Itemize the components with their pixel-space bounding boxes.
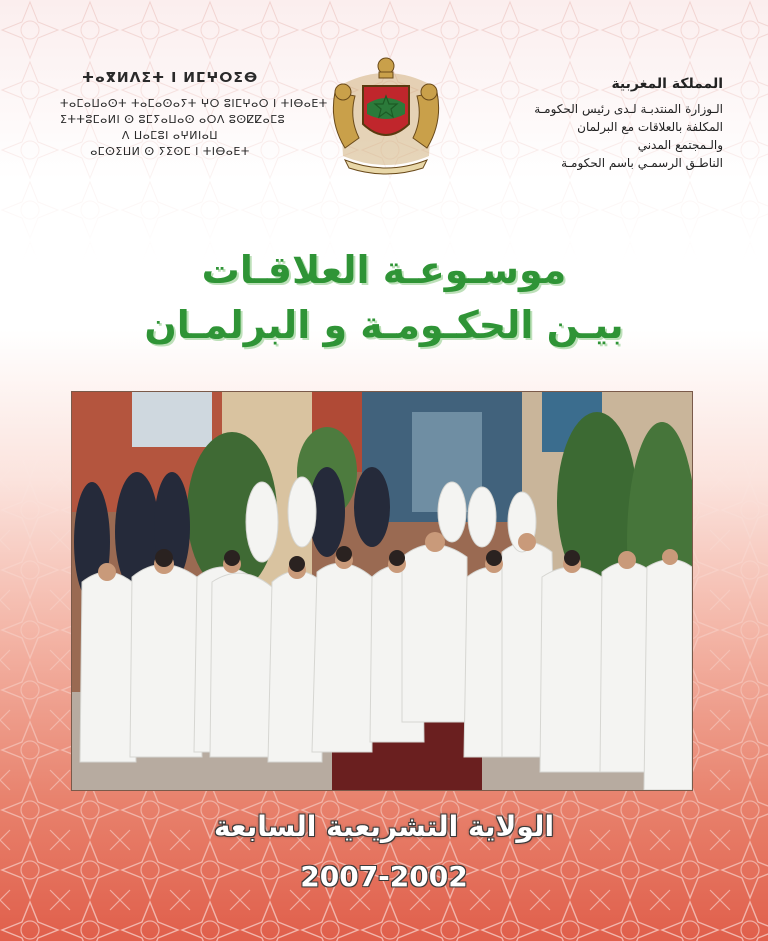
tifinagh-header bbox=[60, 70, 328, 160]
tifinagh-line: ⴰⵎⵙⵉⵡⵍ ⵙ ⵢⵉⵙⵎ ⵏ ⵜⵏⴱⴰⴹⵜ bbox=[90, 145, 250, 158]
main-title-line-1: موسـوعـة العلاقـات bbox=[201, 248, 567, 292]
legislative-term-years: 2007-2002 bbox=[300, 860, 468, 893]
arabic-ministry-line: الـوزارة المنتدبـة لـدى رئيس الحكومـة bbox=[534, 102, 723, 116]
group-photo-illustration bbox=[72, 392, 692, 790]
tifinagh-line: ⵉⵜⵜⵓⵎⴰⵍⵏ ⵙ ⵓⵎⵢⴰⵡⴰⵙ ⴰⵔⴷ ⵓⵙⵇⵇⴰⵎⵓ bbox=[60, 113, 286, 126]
arabic-ministry-line: والـمجتمع المدني bbox=[637, 138, 723, 152]
group-photo bbox=[71, 391, 693, 791]
coat-of-arms-emblem bbox=[325, 52, 447, 180]
arabic-header bbox=[463, 76, 723, 172]
arabic-ministry-line: المكلفة بالعلاقات مع البرلمان bbox=[577, 120, 723, 134]
arabic-ministry-line: الناطـق الرسمـي باسم الحكومـة bbox=[561, 156, 723, 170]
arabic-kingdom-title: المملكة المغربية bbox=[611, 76, 723, 92]
main-title-line-2: بيـن الحكـومـة و البرلمـان bbox=[144, 303, 624, 347]
legislative-term-label: الولاية التشريعية السابعة bbox=[213, 810, 555, 843]
tifinagh-kingdom-title: ⵜⴰⴳⵍⴷⵉⵜ ⵏ ⵍⵎⵖⵔⵉⴱ bbox=[81, 70, 259, 86]
tifinagh-line: ⴷ ⵡⴰⵎⵓⵏ ⴰⵖⵍⵏⴰⵡ bbox=[121, 129, 219, 142]
tifinagh-line: ⵜⴰⵎⴰⵡⴰⵙⵜ ⵜⴰⵎⴰⵙⴰⵢⵜ ⵖⵔ ⵓⵏⵎⵖⴰⵔ ⵏ ⵜⵏⴱⴰⴹⵜ bbox=[60, 97, 328, 110]
